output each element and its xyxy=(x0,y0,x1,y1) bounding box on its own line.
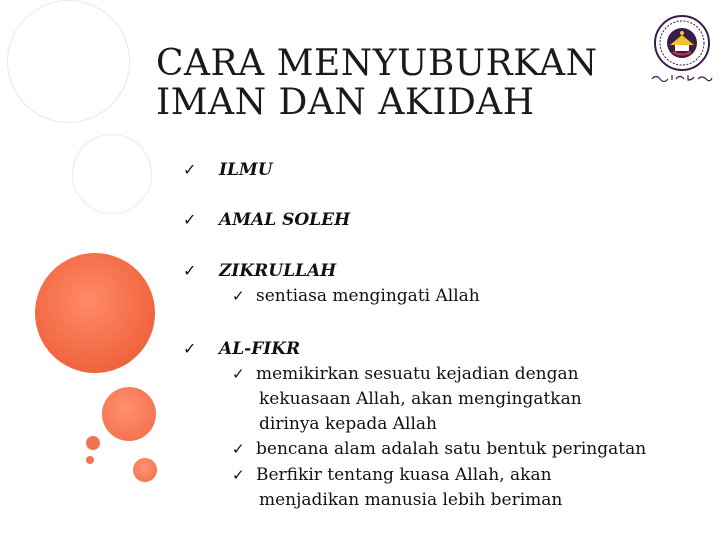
checkmark-icon: ✓ xyxy=(232,440,245,458)
title-line-1: CARA MENYUBURKAN xyxy=(156,43,598,84)
decorative-dot-2 xyxy=(86,456,94,464)
checkmark-icon: ✓ xyxy=(232,365,245,383)
decorative-circle-small xyxy=(133,458,157,482)
sub-item-continuation: kekuasaan Allah, akan mengingatkan xyxy=(259,389,582,409)
checkmark-icon: ✓ xyxy=(232,287,245,305)
title-line-2: IMAN DAN AKIDAH xyxy=(156,82,535,123)
sub-item-continuation: dirinya kepada Allah xyxy=(259,414,438,434)
decorative-circle-medium xyxy=(102,387,156,441)
checkmark-icon: ✓ xyxy=(183,261,197,280)
bullet-label: AMAL SOLEH xyxy=(219,210,351,230)
decorative-ring-small xyxy=(72,134,152,214)
list-item-amal-soleh xyxy=(183,208,350,232)
sub-item xyxy=(232,362,579,387)
sub-item-text: bencana alam adalah satu bentuk peringatan xyxy=(256,439,647,459)
sub-item xyxy=(232,284,480,309)
checkmark-icon: ✓ xyxy=(232,466,245,484)
decorative-ring-large xyxy=(7,0,130,123)
logo-script-text xyxy=(650,72,714,82)
bullet-label: ZIKRULLAH xyxy=(219,261,337,281)
sub-item-text: Berfikir tentang kuasa Allah, akan xyxy=(256,465,552,485)
sub-item-text: memikirkan sesuatu kejadian dengan xyxy=(256,364,579,384)
decorative-circle-large xyxy=(35,253,155,373)
list-item-ilmu xyxy=(183,158,273,182)
slide-title xyxy=(156,44,616,122)
checkmark-icon: ✓ xyxy=(183,160,197,179)
sub-item xyxy=(232,463,552,488)
checkmark-icon: ✓ xyxy=(183,339,197,358)
list-item-zikrullah xyxy=(183,259,336,283)
bullet-label: ILMU xyxy=(219,160,273,180)
list-item-al-fikr xyxy=(183,337,300,361)
decorative-dot-1 xyxy=(86,436,100,450)
checkmark-icon: ✓ xyxy=(183,210,197,229)
sub-item xyxy=(232,437,646,462)
bullet-label: AL-FIKR xyxy=(219,339,301,359)
sub-item-text: sentiasa mengingati Allah xyxy=(256,286,480,306)
sub-item-continuation: menjadikan manusia lebih beriman xyxy=(259,490,563,510)
